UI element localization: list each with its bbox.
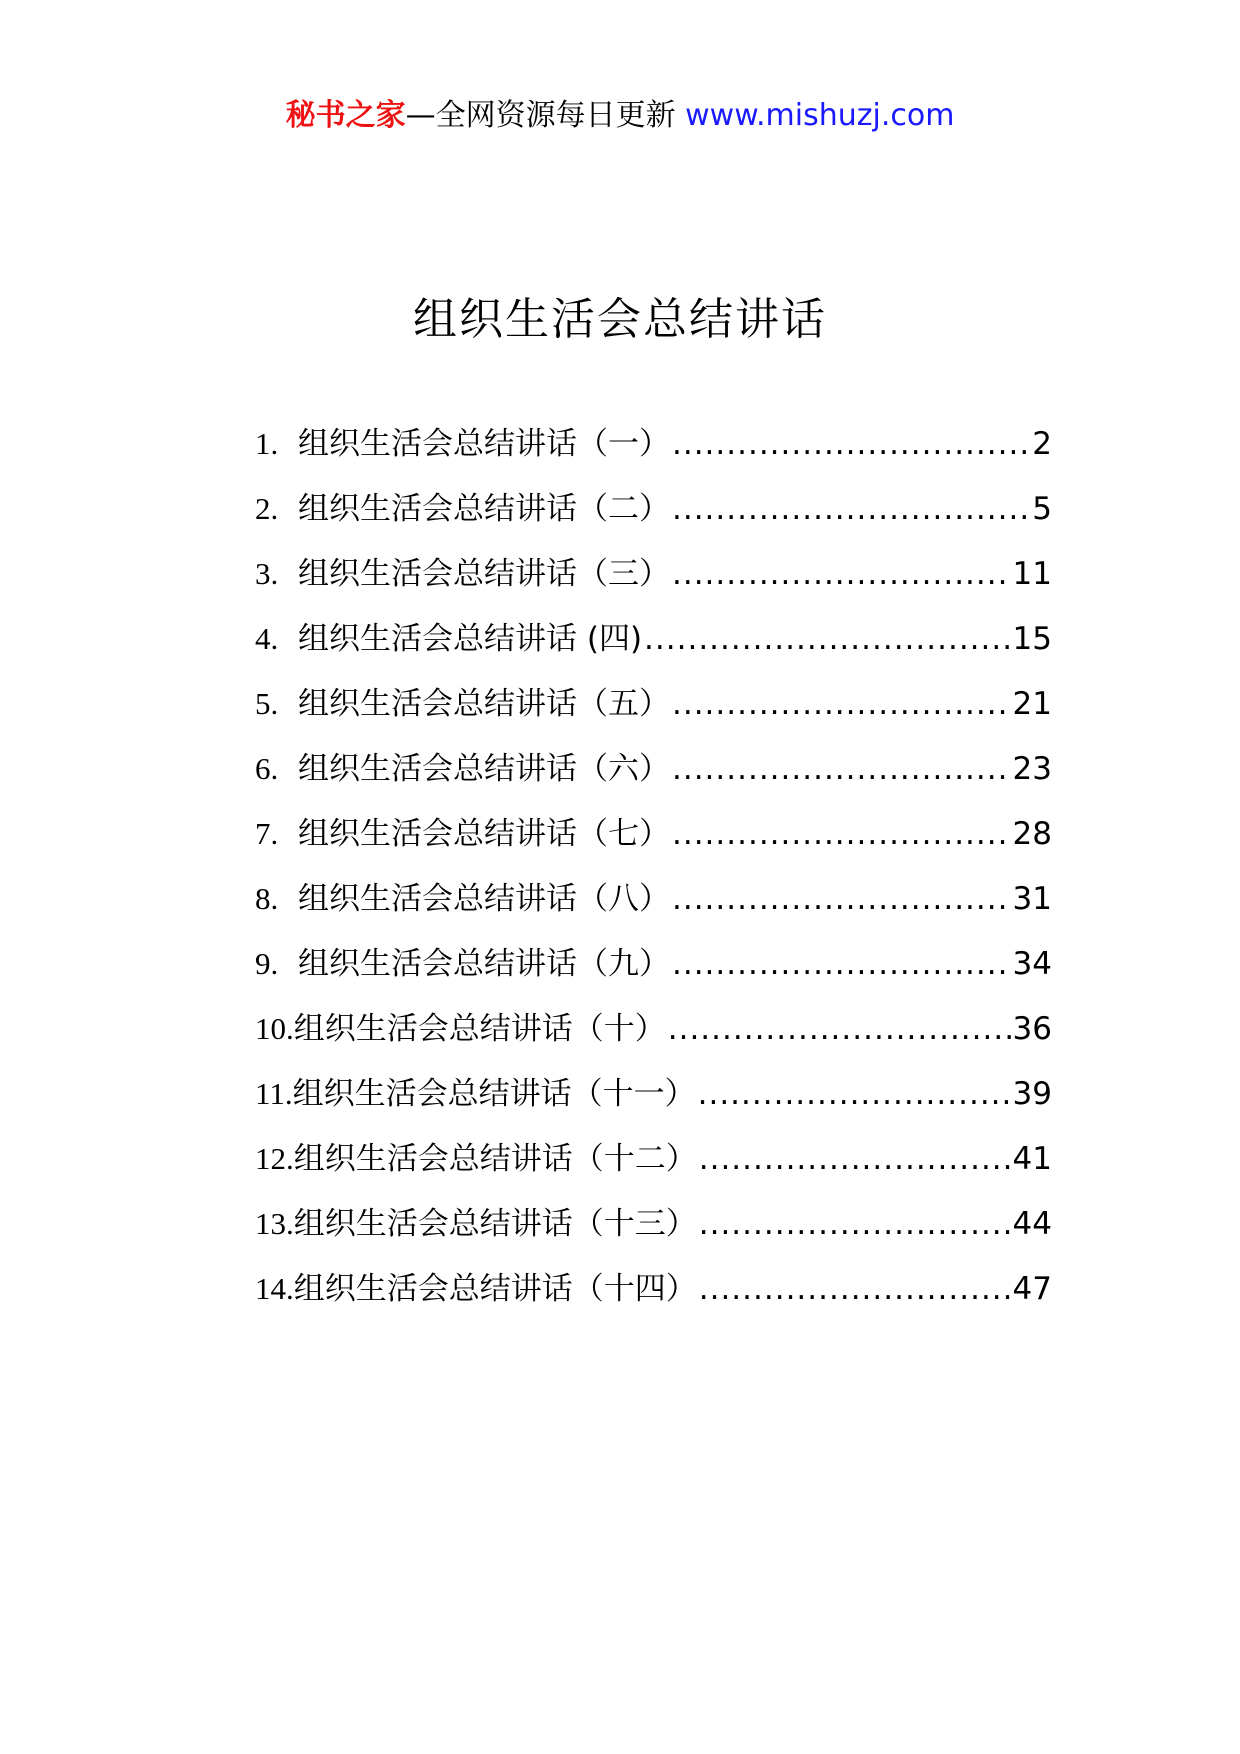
dot-leader <box>672 942 1011 986</box>
toc-entry-title: 组织生活会总结讲话（三） <box>298 556 670 592</box>
dot-leader <box>672 682 1011 726</box>
header-tagline: —全网资源每日更新 <box>405 98 686 133</box>
toc-entry-number: 7. <box>255 816 279 851</box>
toc-entry-number: 10. <box>255 1011 294 1046</box>
brand-name: 秘书之家 <box>285 98 406 133</box>
toc-entry-title: 组织生活会总结讲话（十四） <box>293 1271 697 1307</box>
toc-entry-page: 31 <box>1012 881 1052 917</box>
dot-leader <box>699 1202 1011 1246</box>
toc-entry-number: 12. <box>255 1141 294 1176</box>
document-title: 组织生活会总结讲话 <box>413 294 827 345</box>
toc-entry-page: 15 <box>1012 621 1052 657</box>
toc-entry-number: 11. <box>255 1076 293 1111</box>
toc-entry-page: 11 <box>1012 556 1052 592</box>
toc-entry[interactable] <box>255 747 1052 812</box>
toc-entry-number: 8. <box>255 881 279 916</box>
toc-entry-page: 47 <box>1012 1271 1052 1307</box>
dot-leader <box>672 552 1011 596</box>
page-header <box>0 96 1240 136</box>
dot-leader <box>668 1007 1011 1051</box>
toc-entry-title: 组织生活会总结讲话（十三） <box>293 1206 697 1242</box>
dot-leader <box>699 1137 1011 1181</box>
website-link[interactable]: www.mishuzj.com <box>685 98 955 133</box>
toc-entry-page: 2 <box>1032 426 1052 462</box>
toc-entry-number: 4. <box>255 621 279 656</box>
dot-leader <box>672 877 1011 921</box>
toc-entry-number: 6. <box>255 751 279 786</box>
toc-entry[interactable] <box>255 1007 1052 1072</box>
dot-leader <box>698 1072 1011 1116</box>
toc-entry[interactable] <box>255 1202 1052 1267</box>
toc-entry-number: 14. <box>255 1271 294 1306</box>
toc-entry[interactable] <box>255 552 1052 617</box>
toc-entry-title: 组织生活会总结讲话（五） <box>298 686 670 722</box>
toc-entry-title: 组织生活会总结讲话（九） <box>298 946 670 982</box>
table-of-contents <box>255 422 1052 1332</box>
toc-entry-title: 组织生活会总结讲话（十二） <box>293 1141 697 1177</box>
toc-entry-page: 39 <box>1012 1076 1052 1112</box>
toc-entry[interactable] <box>255 1267 1052 1332</box>
toc-entry-title: 组织生活会总结讲话（十一） <box>292 1076 696 1112</box>
toc-entry-title: 组织生活会总结讲话（八） <box>298 881 670 917</box>
dot-leader <box>672 812 1011 856</box>
toc-entry[interactable] <box>255 1072 1052 1137</box>
toc-entry-page: 28 <box>1012 816 1052 852</box>
toc-entry-page: 34 <box>1012 946 1052 982</box>
toc-entry[interactable] <box>255 1137 1052 1202</box>
toc-entry-title: 组织生活会总结讲话（二） <box>298 491 670 527</box>
toc-entry[interactable] <box>255 487 1052 552</box>
dot-leader <box>644 617 1011 661</box>
toc-entry-title: 组织生活会总结讲话（七） <box>298 816 670 852</box>
toc-entry[interactable] <box>255 877 1052 942</box>
toc-entry-title: 组织生活会总结讲话（一） <box>298 426 670 462</box>
dot-leader <box>672 487 1030 531</box>
toc-entry-number: 5. <box>255 686 279 721</box>
toc-entry-title: 组织生活会总结讲话（六） <box>298 751 670 787</box>
toc-entry[interactable] <box>255 942 1052 1007</box>
dot-leader <box>672 747 1011 791</box>
toc-entry-number: 3. <box>255 556 279 591</box>
toc-entry[interactable] <box>255 422 1052 487</box>
toc-entry-number: 9. <box>255 946 279 981</box>
toc-entry-title: 组织生活会总结讲话 (四) <box>298 621 643 657</box>
toc-entry-page: 21 <box>1012 686 1052 722</box>
toc-entry[interactable] <box>255 812 1052 877</box>
toc-entry-number: 13. <box>255 1206 294 1241</box>
toc-entry-title: 组织生活会总结讲话（十） <box>293 1011 666 1047</box>
toc-entry-number: 1. <box>255 426 279 461</box>
toc-entry[interactable] <box>255 617 1052 682</box>
toc-entry-number: 2. <box>255 491 279 526</box>
dot-leader <box>699 1267 1011 1311</box>
toc-entry-page: 44 <box>1012 1206 1052 1242</box>
toc-entry-page: 41 <box>1012 1141 1052 1177</box>
toc-entry-page: 5 <box>1032 491 1052 527</box>
dot-leader <box>672 422 1030 466</box>
toc-entry[interactable] <box>255 682 1052 747</box>
toc-entry-page: 36 <box>1012 1011 1052 1047</box>
toc-entry-page: 23 <box>1012 751 1052 787</box>
